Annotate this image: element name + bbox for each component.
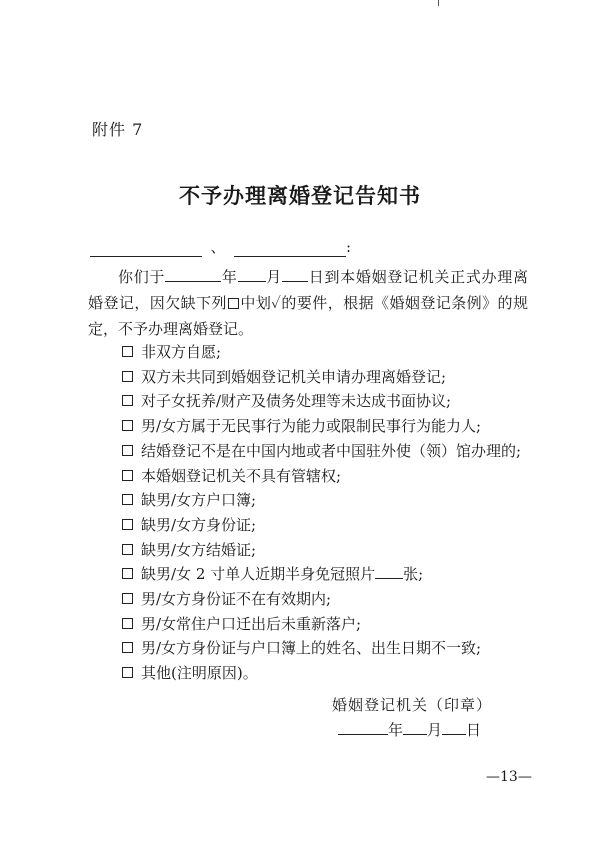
list-item: 缺男/女 2 寸单人近期半身免冠照片 张;: [122, 562, 522, 587]
addressee-blank-1: [90, 238, 202, 257]
notice-text-mid: 中划: [239, 294, 272, 312]
requirement-list: [122, 340, 522, 686]
page-number: —13—: [486, 769, 532, 785]
signature-date: 年 月 日: [338, 718, 481, 740]
attachment-label: 附件 7: [92, 120, 144, 139]
checkbox-icon[interactable]: [122, 395, 133, 406]
checkbox-icon[interactable]: [122, 420, 133, 431]
addressee-blank-2: [234, 238, 346, 257]
list-item: 男/女方身份证与户口簿上的姓名、出生日期不一致;: [122, 636, 522, 661]
list-item: 男/女方身份证不在有效期内;: [122, 587, 522, 612]
checkbox-icon[interactable]: [122, 470, 133, 481]
checkbox-icon[interactable]: [122, 568, 133, 579]
sign-month-blank: [403, 718, 427, 735]
notice-month: 月: [265, 268, 283, 286]
sign-year-blank: [338, 718, 388, 735]
list-item: 缺男/女方身份证;: [122, 513, 522, 538]
list-item: 本婚姻登记机关不具有管辖权;: [122, 464, 522, 489]
list-item: 对子女抚养/财产及债务处理等未达成书面协议;: [122, 389, 522, 414]
list-item: 缺男/女方结婚证;: [122, 538, 522, 563]
checkbox-icon[interactable]: [122, 667, 133, 678]
checkbox-icon[interactable]: [122, 494, 133, 505]
day-blank: [282, 265, 308, 282]
checkbox-icon: [228, 298, 239, 309]
list-item: 双方未共同到婚姻登记机关申请办理离婚登记;: [122, 365, 522, 390]
checkbox-icon[interactable]: [122, 618, 133, 629]
photo-count-blank: [375, 562, 403, 579]
addressee-line: [90, 236, 450, 258]
notice-year: 年: [221, 268, 238, 286]
list-item: 结婚登记不是在中国内地或者中国驻外使（领）馆办理的;: [122, 439, 522, 464]
list-item: 男/女常住户口迁出后未重新落户;: [122, 612, 522, 637]
sign-day-blank: [442, 718, 466, 735]
year-blank: [165, 265, 221, 282]
list-item: 其他(注明原因)。: [122, 661, 522, 686]
notice-paragraph: [88, 264, 528, 342]
checkbox-icon[interactable]: [122, 593, 133, 604]
checkmark-icon: ✓: [271, 294, 282, 312]
list-item: 男/女方属于无民事行为能力或限制民事行为能力人;: [122, 414, 522, 439]
list-item: 缺男/女方户口簿;: [122, 488, 522, 513]
scan-mark: [438, 0, 439, 6]
month-blank: [238, 265, 266, 282]
page-title: 不予办理离婚登记告知书: [179, 183, 421, 208]
addressee-separator: 、: [210, 238, 226, 256]
list-item: 非双方自愿;: [122, 340, 522, 365]
signature-label: 婚姻登记机关（印章）: [332, 696, 493, 714]
checkbox-icon[interactable]: [122, 445, 133, 456]
notice-text-tail: 的要件，根据《婚姻登记条例》的规定，不予办理离婚登记。: [88, 294, 528, 338]
addressee-colon: :: [346, 238, 352, 256]
notice-text-intro: 你们于: [118, 268, 166, 286]
checkbox-icon[interactable]: [122, 642, 133, 653]
checkbox-icon[interactable]: [122, 544, 133, 555]
checkbox-icon[interactable]: [122, 346, 133, 357]
checkbox-icon[interactable]: [122, 371, 133, 382]
notice-text-day: 日到本婚姻登记机关正式办理离婚登记，因欠缺下列: [88, 268, 528, 312]
checkbox-icon[interactable]: [122, 519, 133, 530]
